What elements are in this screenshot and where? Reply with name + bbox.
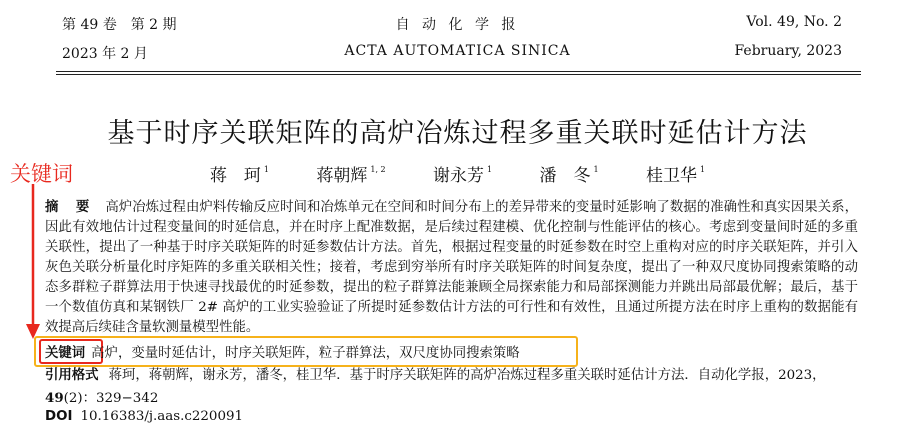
author-name: 蒋 珂 [209,166,261,186]
citation-pages: (2)：329−342 [63,391,159,406]
keywords-label: 关键词 [45,346,86,361]
doi-label: DOI [45,409,73,424]
abstract-text: 高炉冶炼过程由炉料传输反应时间和冶炼单元在空间和时间分布上的差异带来的变量时延影响了数据的准确性和真实因果关系，因此有效地估计过程变量间的时延信息，并在时序上配准数据，是后续过程建模、优化控制与性能评估的核心。考虑到变量间时延的多重关联性，提出了一种基于时序关联矩阵的时延参数估计方法。首先，根据过程变量的时延参数在时空上重构对应的时序关联矩阵，并引入灰色关联分析量化时序矩阵的多重关联相关性；接着，考虑到穷举所有时序关联矩阵的时间复杂度，提出了一种双尺度协同搜索策略的动态多群粒子群算法用于快速寻找最优的时延参数，提出的粒子群算法能兼顾全局探索能力和局部探测能力并跳出局部最优解；最后，基于一个数值仿真和某钢铁厂 2# 高炉的工业实验验证了所提时延参数估计方法的可行性和有效性，且通过所提方法在时序上重构的数据能有效提高后续硅含量软测量模型性能。 [45,200,858,335]
doi-value[interactable]: 10.16383/j.aas.c220091 [80,409,244,424]
author-name: 谢永芳 [433,166,485,186]
citation-label: 引用格式 [45,368,99,383]
paper-title: 基于时序关联矩阵的高炉冶炼过程多重关联时延估计方法 [107,118,808,149]
author-affiliation: 1 [593,165,599,174]
volume-issue: 第 49 卷 第 2 期 [62,17,177,33]
keywords [45,342,520,361]
keywords-text: 高炉，变量时延估计，时序关联矩阵，粒子群算法，双尺度协同搜索策略 [91,346,520,361]
author-name: 潘 冬 [539,166,591,186]
doi [45,409,243,424]
journal-name-en: ACTA AUTOMATICA SINICA [344,43,571,59]
abstract [45,198,858,338]
issue-date-cn: 2023 年 2 月 [62,46,148,62]
author-name: 蒋朝辉 [316,166,368,186]
citation-volume: 49 [45,390,64,406]
author-affiliation: 1 [263,165,269,174]
citation [45,365,858,410]
journal-name-cn: 自 动 化 学 报 [395,17,520,33]
issue-date-en: February, 2023 [734,43,842,59]
citation-text: 蒋珂，蒋朝辉，谢永芳，潘冬，桂卫华．基于时序关联矩阵的高炉冶炼过程多重关联时延估计方法．自动化学报，2023， [108,368,826,383]
author-affiliation: 1 [700,165,706,174]
author-affiliation: 1, 2 [370,165,386,174]
annotation-label: 关键词 [10,162,73,186]
volume-issue-en: Vol. 49, No. 2 [746,14,842,30]
author-name: 桂卫华 [646,166,698,186]
abstract-label: 摘 要 [45,200,92,215]
author-affiliation: 1 [487,165,493,174]
